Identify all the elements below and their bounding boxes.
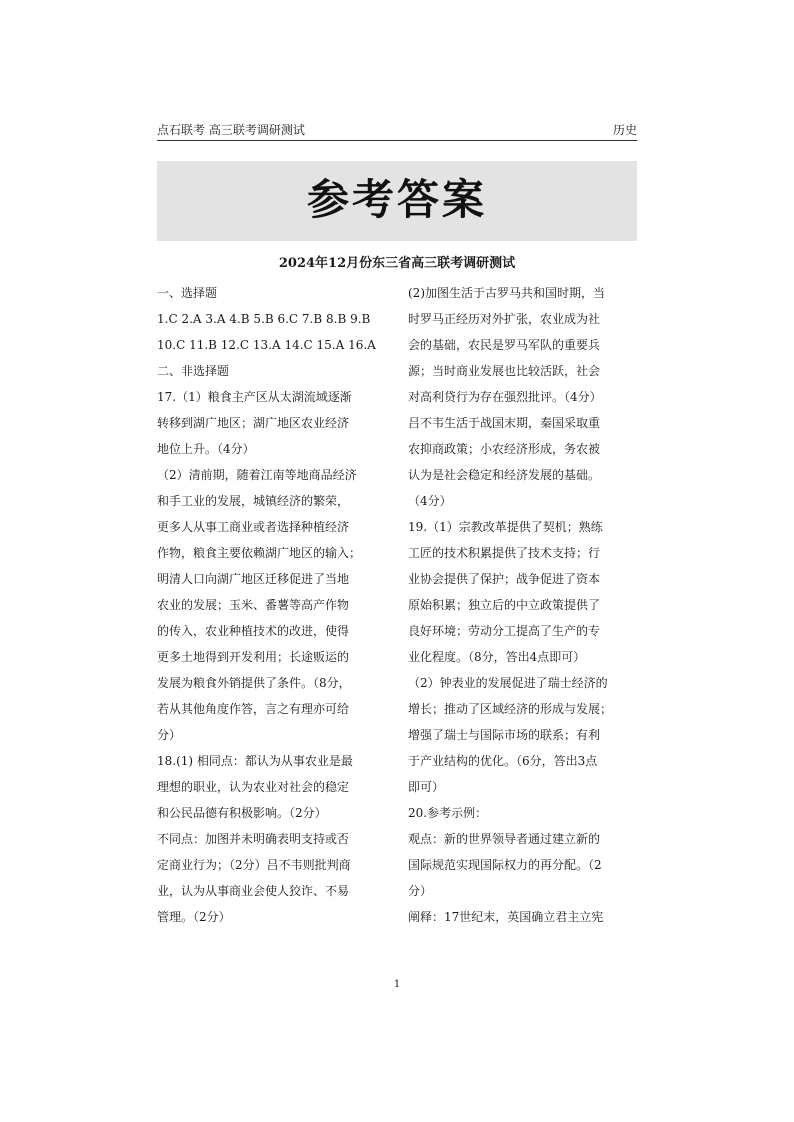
- text-line: 原始积累；独立后的中立政策提供了: [408, 598, 601, 612]
- text-line: （4分）: [408, 494, 452, 508]
- text-line: 一、选择题: [157, 286, 218, 300]
- answer-key-banner: [157, 161, 637, 241]
- text-line: 会的基础，农民是罗马军队的重要兵: [408, 338, 601, 352]
- text-line: （2）钟表业的发展促进了瑞士经济的: [408, 676, 608, 690]
- text-line: 于产业结构的优化。（6分，答出3点: [408, 754, 598, 768]
- text-line: 农抑商政策；小农经济形成，务农被: [408, 442, 601, 456]
- text-line: 分）: [408, 884, 433, 898]
- text-line: （2）清前期，随着江南等地商品经济: [157, 468, 357, 482]
- right-column: [408, 280, 638, 930]
- text-line: 农业的发展；玉米、番薯等高产作物: [157, 598, 350, 612]
- text-line: 定商业行为；（2分）吕不韦则批判商: [157, 858, 351, 872]
- text-line: 增强了瑞士与国际市场的联系；有利: [408, 728, 601, 742]
- text-line: 管理。（2分）: [157, 910, 231, 924]
- text-line: 业化程度。（8分，答出4点即可）: [408, 650, 586, 664]
- text-line: 20.参考示例：: [408, 806, 488, 820]
- page-number: 1: [393, 979, 401, 990]
- text-line: 国际规范实现国际权力的再分配。（2: [408, 858, 602, 872]
- text-line: 理想的职业，认为农业对社会的稳定: [157, 780, 350, 794]
- text-line: 即可）: [408, 780, 445, 794]
- left-column: [157, 280, 387, 930]
- page-header: [157, 122, 637, 141]
- text-line: 观点：新的世界领导者通过建立新的: [408, 832, 601, 846]
- text-line: 更多土地得到开发利用；长途贩运的: [157, 650, 350, 664]
- text-line: 10.C 11.B 12.C 13.A 14.C 15.A 16.A: [157, 338, 376, 352]
- text-line: 19.（1）宗教改革提供了契机；熟练: [408, 520, 603, 534]
- text-line: 和手工业的发展，城镇经济的繁荣，: [157, 494, 350, 508]
- header-exam-name: 点石联考 高三联考调研测试: [157, 123, 305, 137]
- text-line: 1.C 2.A 3.A 4.B 5.B 6.C 7.B 8.B 9.B: [157, 312, 371, 326]
- text-line: 吕不韦生活于战国末期，秦国采取重: [408, 416, 601, 430]
- text-line: 不同点：加图并未明确表明支持或否: [157, 832, 350, 846]
- text-line: 工匠的技术积累提供了技术支持；行: [408, 546, 601, 560]
- text-line: 和公民品德有积极影响。（2分）: [157, 806, 327, 820]
- text-line: 源；当时商业发展也比较活跃，社会: [408, 364, 601, 378]
- text-line: 良好环境；劳动分工提高了生产的专: [408, 624, 601, 638]
- banner-title: 参考答案: [306, 175, 487, 224]
- text-line: 认为是社会稳定和经济发展的基础。: [408, 468, 601, 482]
- text-line: 明清人口向湖广地区迁移促进了当地: [157, 572, 350, 586]
- exam-subtitle: 2024年12月份东三省高三联考调研测试: [278, 256, 516, 271]
- text-line: 地位上升。（4分）: [157, 442, 255, 456]
- text-line: 二、非选择题: [157, 364, 230, 378]
- text-line: 更多人从事工商业或者选择种植经济: [157, 520, 350, 534]
- text-line: 发展为粮食外销提供了条件。（8分，: [157, 676, 351, 690]
- header-subject: 历史: [612, 123, 637, 137]
- text-line: 阐释：17世纪末，英国确立君主立宪: [408, 910, 604, 924]
- text-line: 17.（1）粮食主产区从太湖流域逐渐: [157, 390, 352, 404]
- text-line: 时罗马正经历对外扩张，农业成为社: [408, 312, 601, 326]
- text-line: 若从其他角度作答，言之有理亦可给: [157, 702, 350, 716]
- text-line: 的传入，农业种植技术的改进，使得: [157, 624, 350, 638]
- text-line: 业协会提供了保护；战争促进了资本: [408, 572, 601, 586]
- text-line: 分）: [157, 728, 182, 742]
- text-line: 作物，粮食主要依赖湖广地区的输入；: [157, 546, 362, 560]
- text-line: 增长；推动了区域经济的形成与发展；: [408, 702, 613, 716]
- text-line: 转移到湖广地区；湖广地区农业经济: [157, 416, 350, 430]
- text-line: 对高利贷行为存在强烈批评。（4分）: [408, 390, 602, 404]
- text-line: 业，认为从事商业会使人狡诈、不易: [157, 884, 350, 898]
- text-line: 18.(1) 相同点：都认为从事农业是最: [157, 754, 353, 768]
- text-line: (2)加图生活于古罗马共和国时期，当: [408, 286, 605, 300]
